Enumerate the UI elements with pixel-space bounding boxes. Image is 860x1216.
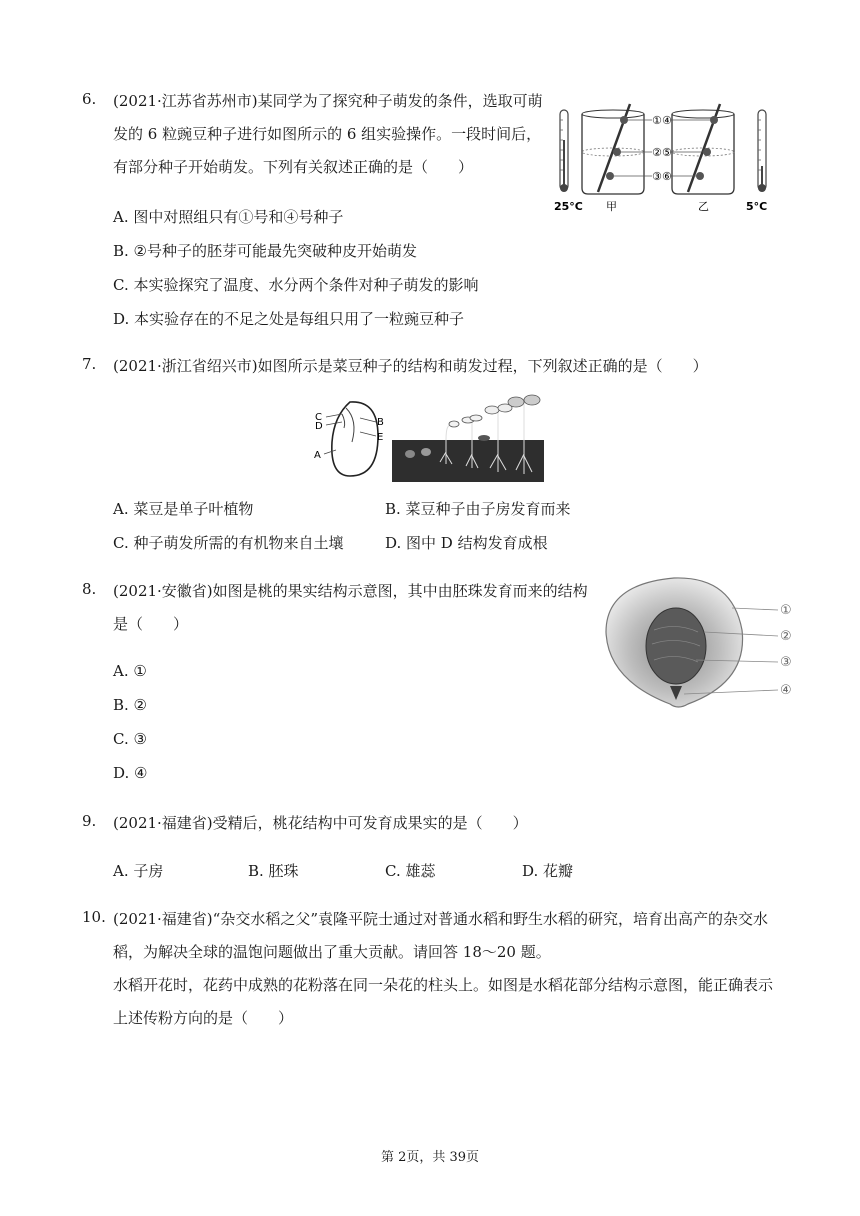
question-text-line: 稻，为解决全球的温饱问题做出了重大贡献。请回答 18～20 题。 [113,943,551,961]
option-b: B. 菜豆种子由子房发育而来 [385,500,571,518]
option-c: C. 种子萌发所需的有机物来自土壤 [113,534,344,552]
option-c: C. ③ [113,730,147,748]
structure-label-4: ④ [780,683,792,698]
page-footer: 第 2页，共 39页 [380,1150,480,1165]
question-text-line: (2021·福建省)受精后，桃花结构中可发育成果实的是（ ） [113,814,528,832]
question-text-line: 有部分种子开始萌发。下列有关叙述正确的是（ ） [113,158,474,176]
option-a: A. 子房 [113,862,164,880]
structure-label-2: ② [780,629,792,644]
option-d: D. 图中 D 结构发育成根 [385,534,548,552]
question-text-line: 发的 6 粒豌豆种子进行如图所示的 6 组实验操作。一段时间后， [113,125,542,143]
option-d: D. 花瓣 [522,862,574,880]
part-label-e: E [377,432,384,443]
part-label-d: D [315,421,323,432]
part-label-a: A [314,450,321,461]
structure-label-1: ① [780,603,792,618]
option-a: A. 菜豆是单子叶植物 [113,500,254,518]
part-label-b: B [377,417,384,428]
beaker-label-left: 甲 [606,200,617,213]
marker-label: ④ [662,114,672,127]
question-number: 8. [82,580,97,598]
temperature-label-left: 25°C [554,200,583,213]
part-label-c: C [315,412,322,423]
option-a: A. 图中对照组只有①号和④号种子 [113,208,344,226]
question-text-line: (2021·江苏省苏州市)某同学为了探究种子萌发的条件，选取可萌 [113,92,543,110]
peach-fruit-structure-figure [592,570,806,710]
question-number: 6. [82,90,97,108]
question-text-line: (2021·福建省)“杂交水稻之父”袁隆平院士通过对普通水稻和野生水稻的研究，培育出高产的杂交水 [113,910,768,928]
marker-label: ⑤ [662,146,672,159]
option-c: C. 本实验探究了温度、水分两个条件对种子萌发的影响 [113,276,479,294]
option-d: D. ④ [113,764,148,782]
marker-label: ③ [652,170,662,183]
seed-germination-beakers-figure [552,100,782,218]
marker-label: ⑥ [662,170,672,183]
option-d: D. 本实验存在的不足之处是每组只用了一粒豌豆种子 [113,310,465,328]
option-c: C. 雄蕊 [385,862,436,880]
question-text-line: 上述传粉方向的是（ ） [113,1009,294,1027]
question-number: 10. [82,908,106,926]
option-b: B. 胚珠 [248,862,299,880]
temperature-label-right: 5°C [746,200,768,213]
option-b: B. ②号种子的胚芽可能最先突破种皮开始萌发 [113,242,418,260]
option-a: A. ① [113,662,147,680]
question-text-line: (2021·浙江省绍兴市)如图所示是菜豆种子的结构和萌发过程，下列叙述正确的是（ ） [113,357,708,375]
marker-label: ① [652,114,662,127]
option-b: B. ② [113,696,148,714]
bean-seed-germination-figure [312,392,548,484]
question-number: 9. [82,812,97,830]
question-text-line: (2021·安徽省)如图是桃的果实结构示意图，其中由胚珠发育而来的结构 [113,582,588,600]
marker-label: ② [652,146,662,159]
structure-label-3: ③ [780,655,792,670]
question-text-line: 是（ ） [113,615,189,633]
question-number: 7. [82,355,97,373]
beaker-label-right: 乙 [698,200,709,213]
question-text-line: 水稻开花时，花药中成熟的花粉落在同一朵花的柱头上。如图是水稻花部分结构示意图，能正确表示 [113,976,774,994]
